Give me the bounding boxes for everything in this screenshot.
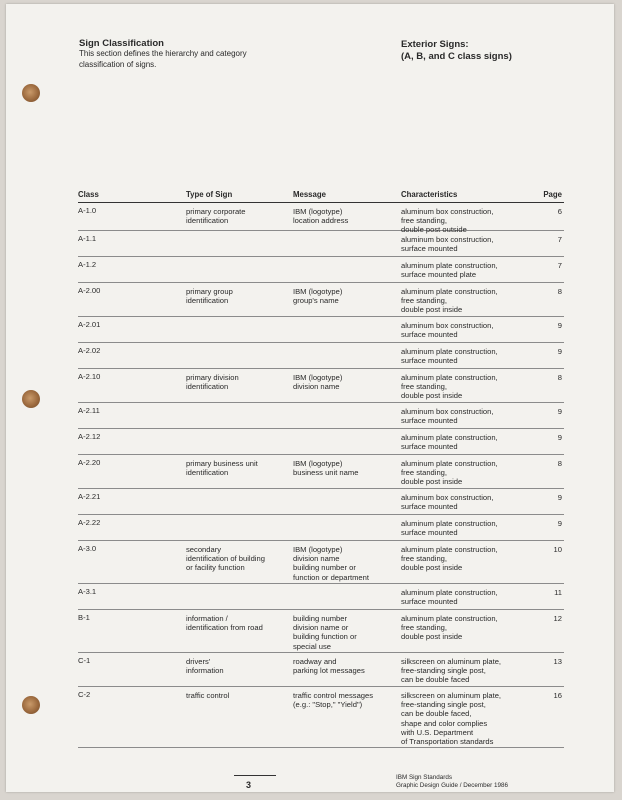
row-message: IBM (logotype) location address	[293, 207, 349, 226]
row-characteristics: aluminum plate construction, surface mounted	[401, 433, 498, 452]
row-class: A-2.00	[78, 286, 101, 295]
table-row	[78, 489, 564, 515]
table-header	[78, 190, 564, 203]
row-characteristics: aluminum plate construction, surface mounted	[401, 588, 498, 607]
table-row	[78, 283, 564, 317]
binder-hole	[22, 84, 40, 102]
header-type: Type of Sign	[186, 190, 233, 199]
table-row	[78, 515, 564, 541]
footer-rule	[234, 775, 276, 776]
table-row	[78, 653, 564, 687]
row-message: traffic control messages (e.g.: "Stop," "Yield")	[293, 691, 374, 710]
row-page: 9	[557, 347, 562, 356]
row-characteristics: aluminum plate construction, free standing, double post inside	[401, 287, 498, 315]
header-class: Class	[78, 190, 99, 199]
row-page: 11	[554, 588, 562, 597]
row-page: 7	[557, 235, 562, 244]
document-page	[6, 4, 614, 792]
row-class: A-1.1	[78, 234, 97, 243]
row-class: A-2.21	[78, 492, 101, 501]
row-characteristics: aluminum box construction, surface mounted	[401, 407, 494, 426]
row-page: 7	[557, 261, 562, 270]
row-page: 6	[557, 207, 562, 216]
row-page: 9	[557, 493, 562, 502]
row-class: C-2	[78, 690, 91, 699]
table-row	[78, 403, 564, 429]
row-class: B-1	[78, 613, 90, 622]
guide-info: IBM Sign Standards Graphic Design Guide / December 1986	[396, 774, 509, 789]
row-type: traffic control	[186, 691, 230, 700]
row-page: 10	[553, 545, 562, 554]
row-type: information / identification from road	[186, 614, 263, 633]
row-characteristics: aluminum plate construction, surface mounted	[401, 519, 498, 538]
row-characteristics: aluminum plate construction, free standing, double post inside	[401, 614, 498, 642]
row-type: primary group identification	[186, 287, 233, 306]
row-characteristics: aluminum plate construction, free standing, double post inside	[401, 373, 498, 401]
row-class: A-2.10	[78, 372, 101, 381]
table-row	[78, 231, 564, 257]
row-characteristics: silkscreen on aluminum plate, free-standing single post, can be double faced	[401, 657, 502, 685]
table-row	[78, 369, 564, 403]
row-type: primary division identification	[186, 373, 239, 392]
row-type: primary business unit identification	[186, 459, 258, 478]
row-class: A-2.01	[78, 320, 101, 329]
row-class: A-2.12	[78, 432, 101, 441]
row-class: A-1.2	[78, 260, 97, 269]
table-body	[78, 203, 564, 748]
row-characteristics: aluminum box construction, surface mounted	[401, 493, 494, 512]
row-message: IBM (logotype) division name building number or function or department	[293, 545, 369, 582]
table-row	[78, 429, 564, 455]
row-message: IBM (logotype) group's name	[293, 287, 343, 306]
header-message: Message	[293, 190, 326, 199]
row-characteristics: aluminum plate construction, free standing, double post inside	[401, 459, 498, 487]
row-message: building number division name or building function or special use	[293, 614, 357, 651]
row-characteristics: aluminum plate construction, free standing, double post inside	[401, 545, 498, 573]
table-row	[78, 584, 564, 610]
row-page: 9	[557, 321, 562, 330]
header-page: Page	[543, 190, 562, 199]
row-characteristics: silkscreen on aluminum plate, free-standing single post, can be double faced, shape and color complies with U.S. Department of Transportation standards	[401, 691, 502, 747]
table-row	[78, 610, 564, 653]
row-type: drivers' information	[186, 657, 224, 676]
table-row	[78, 687, 564, 748]
row-type: primary corporate identification	[186, 207, 246, 226]
row-class: A-2.20	[78, 458, 101, 467]
row-class: A-3.0	[78, 544, 97, 553]
row-page: 9	[557, 519, 562, 528]
row-class: A-3.1	[78, 587, 97, 596]
row-characteristics: aluminum box construction, free standing, double post outside	[401, 207, 494, 235]
row-characteristics: aluminum box construction, surface mounted	[401, 235, 494, 254]
section-title: Sign Classification	[79, 38, 164, 49]
page-number: 3	[246, 780, 252, 790]
header-characteristics: Characteristics	[401, 190, 458, 199]
binder-hole	[22, 696, 40, 714]
row-characteristics: aluminum box construction, surface mounted	[401, 321, 494, 340]
row-class: A-2.22	[78, 518, 101, 527]
row-page: 9	[557, 433, 562, 442]
row-page: 16	[553, 691, 562, 700]
table-row	[78, 257, 564, 283]
row-class: A-2.11	[78, 406, 100, 415]
row-page: 8	[557, 287, 562, 296]
row-characteristics: aluminum plate construction, surface mounted plate	[401, 261, 498, 280]
row-page: 13	[553, 657, 562, 666]
row-class: C-1	[78, 656, 91, 665]
row-page: 8	[557, 373, 562, 382]
row-type: secondary identification of building or facility function	[186, 545, 265, 573]
row-message: IBM (logotype) division name	[293, 373, 343, 392]
exterior-signs-title: Exterior Signs: (A, B, and C class signs)	[401, 39, 512, 62]
section-description: This section defines the hierarchy and category classification of signs.	[79, 49, 247, 69]
row-page: 8	[557, 459, 562, 468]
row-message: roadway and parking lot messages	[293, 657, 365, 676]
sign-classification-table	[78, 190, 564, 748]
table-row	[78, 343, 564, 369]
table-row	[78, 203, 564, 235]
row-page: 9	[557, 407, 562, 416]
row-class: A-1.0	[78, 206, 97, 215]
row-characteristics: aluminum plate construction, surface mounted	[401, 347, 498, 366]
row-message: IBM (logotype) business unit name	[293, 459, 359, 478]
binder-hole	[22, 390, 40, 408]
table-row	[78, 317, 564, 343]
row-page: 12	[553, 614, 562, 623]
table-row	[78, 455, 564, 489]
table-row	[78, 541, 564, 584]
row-class: A-2.02	[78, 346, 101, 355]
